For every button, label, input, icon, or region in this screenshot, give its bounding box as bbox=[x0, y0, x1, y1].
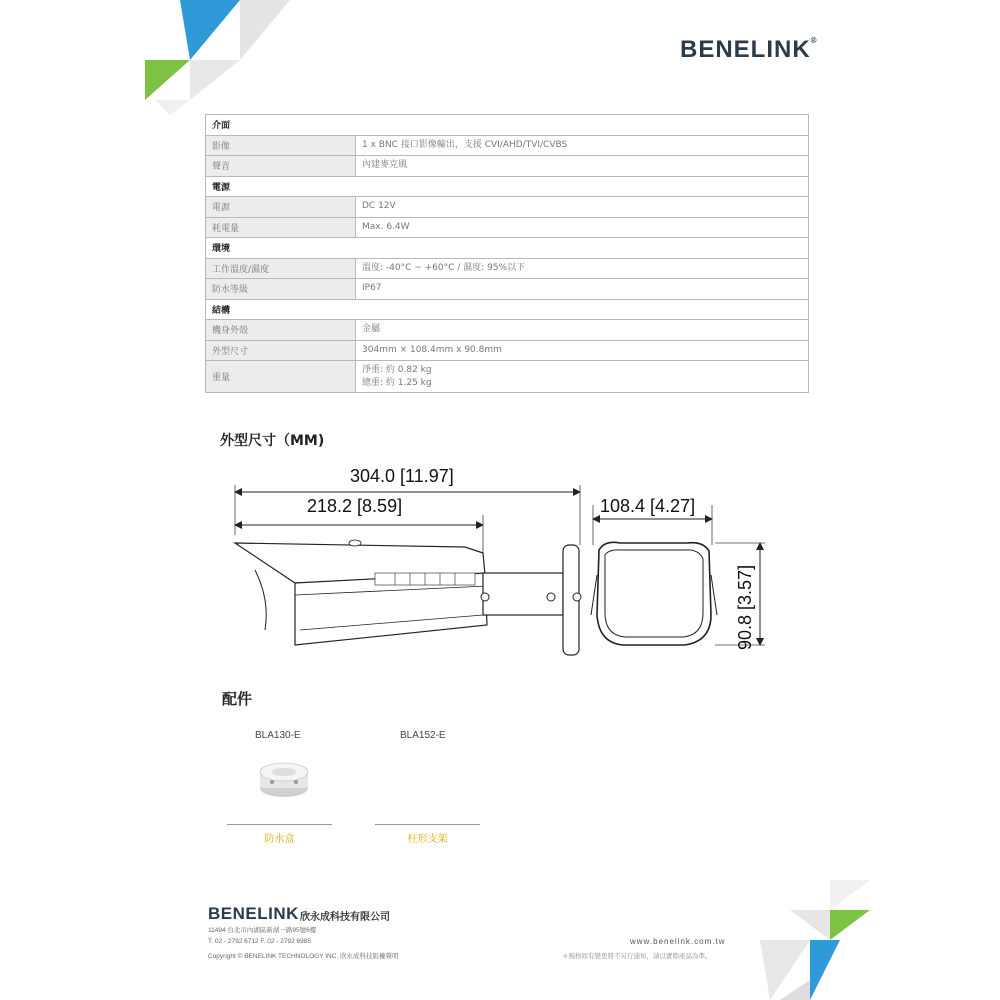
spec-value bbox=[356, 217, 809, 238]
spec-value bbox=[356, 279, 809, 300]
accessory-model-1: BLA130-E bbox=[255, 730, 301, 741]
spec-value bbox=[356, 135, 809, 156]
accessory-caption-2: 柱形支架 bbox=[375, 824, 480, 845]
spec-row bbox=[206, 258, 809, 279]
junction-box-image bbox=[258, 760, 310, 800]
spec-value-line: 淨重: 約 0.82 kg bbox=[362, 364, 432, 375]
spec-label: 耗電量 bbox=[206, 217, 356, 238]
spec-value-line: Max. 6.4W bbox=[362, 221, 410, 232]
spec-label: 外型尺寸 bbox=[206, 340, 356, 361]
spec-value-line: 304mm × 108.4mm x 90.8mm bbox=[362, 344, 502, 355]
footer-copyright: Copyright © BENELINK TECHNOLOGY INC. 欣永成科技版權聲明 bbox=[208, 953, 399, 960]
spec-value-line: 總重: 約 1.25 kg bbox=[362, 377, 432, 388]
spec-row bbox=[206, 361, 809, 393]
dim-height: 90.8 [3.57] bbox=[735, 564, 755, 650]
spec-table bbox=[205, 114, 809, 393]
spec-row bbox=[206, 340, 809, 361]
spec-section-title: 環境 bbox=[206, 238, 809, 259]
spec-section-title: 電源 bbox=[206, 176, 809, 197]
accessory-model-2: BLA152-E bbox=[400, 730, 446, 741]
spec-value-line: DC 12V bbox=[362, 201, 396, 212]
accessories-title: 配件 bbox=[222, 690, 253, 708]
spec-value bbox=[356, 197, 809, 218]
footer-website: www.benelink.com.tw bbox=[630, 937, 726, 946]
spec-section-title: 介面 bbox=[206, 115, 809, 136]
dim-body-length: 218.2 [8.59] bbox=[307, 496, 403, 516]
spec-value-line: 內建麥克風 bbox=[362, 160, 408, 171]
spec-section-row bbox=[206, 238, 809, 259]
dim-total-length: 304.0 [11.97] bbox=[350, 466, 454, 486]
brand-logo: BENELINK® bbox=[680, 36, 818, 63]
dimension-drawing bbox=[225, 455, 785, 665]
spec-row bbox=[206, 156, 809, 177]
spec-section-row bbox=[206, 115, 809, 136]
footer-company: 欣永成科技有限公司 bbox=[300, 912, 390, 923]
spec-value bbox=[356, 361, 809, 393]
corner-decoration-top bbox=[130, 0, 290, 115]
footer-note: ＊規格如有變更將不另行通知，請以實際產品為準。 bbox=[562, 952, 712, 960]
spec-value-line: 溫度: -40°C ~ +60°C / 濕度: 95%以下 bbox=[362, 262, 526, 273]
footer-logo: BENELINK bbox=[208, 904, 299, 923]
spec-row bbox=[206, 135, 809, 156]
spec-value bbox=[356, 320, 809, 341]
spec-label: 影像 bbox=[206, 135, 356, 156]
spec-row bbox=[206, 279, 809, 300]
spec-value bbox=[356, 258, 809, 279]
spec-section-row bbox=[206, 299, 809, 320]
footer-address: 11494 台北市內湖區新湖一路95號6樓 bbox=[208, 927, 317, 934]
spec-section-title: 結構 bbox=[206, 299, 809, 320]
spec-row bbox=[206, 320, 809, 341]
spec-label: 重量 bbox=[206, 361, 356, 393]
spec-row bbox=[206, 217, 809, 238]
spec-label: 聲音 bbox=[206, 156, 356, 177]
spec-row bbox=[206, 197, 809, 218]
dimensions-title: 外型尺寸（MM) bbox=[220, 433, 325, 449]
spec-label: 防水等級 bbox=[206, 279, 356, 300]
spec-value-line: 金屬 bbox=[362, 324, 381, 335]
spec-label: 工作溫度/濕度 bbox=[206, 258, 356, 279]
spec-label: 機身外殼 bbox=[206, 320, 356, 341]
corner-decoration-bottom bbox=[730, 880, 870, 1000]
spec-value-line: IP67 bbox=[362, 283, 382, 294]
spec-value bbox=[356, 156, 809, 177]
spec-label: 電源 bbox=[206, 197, 356, 218]
spec-value bbox=[356, 340, 809, 361]
spec-value-line: 1 x BNC 接口影像輸出，支援 CVI/AHD/TVI/CVBS bbox=[362, 139, 568, 150]
footer-phone: T. 02 - 2792 6712 F. 02 - 2792 6985 bbox=[208, 938, 311, 945]
spec-section-row bbox=[206, 176, 809, 197]
accessory-caption-1: 防水盒 bbox=[227, 824, 332, 845]
dim-width: 108.4 [4.27] bbox=[600, 496, 696, 516]
